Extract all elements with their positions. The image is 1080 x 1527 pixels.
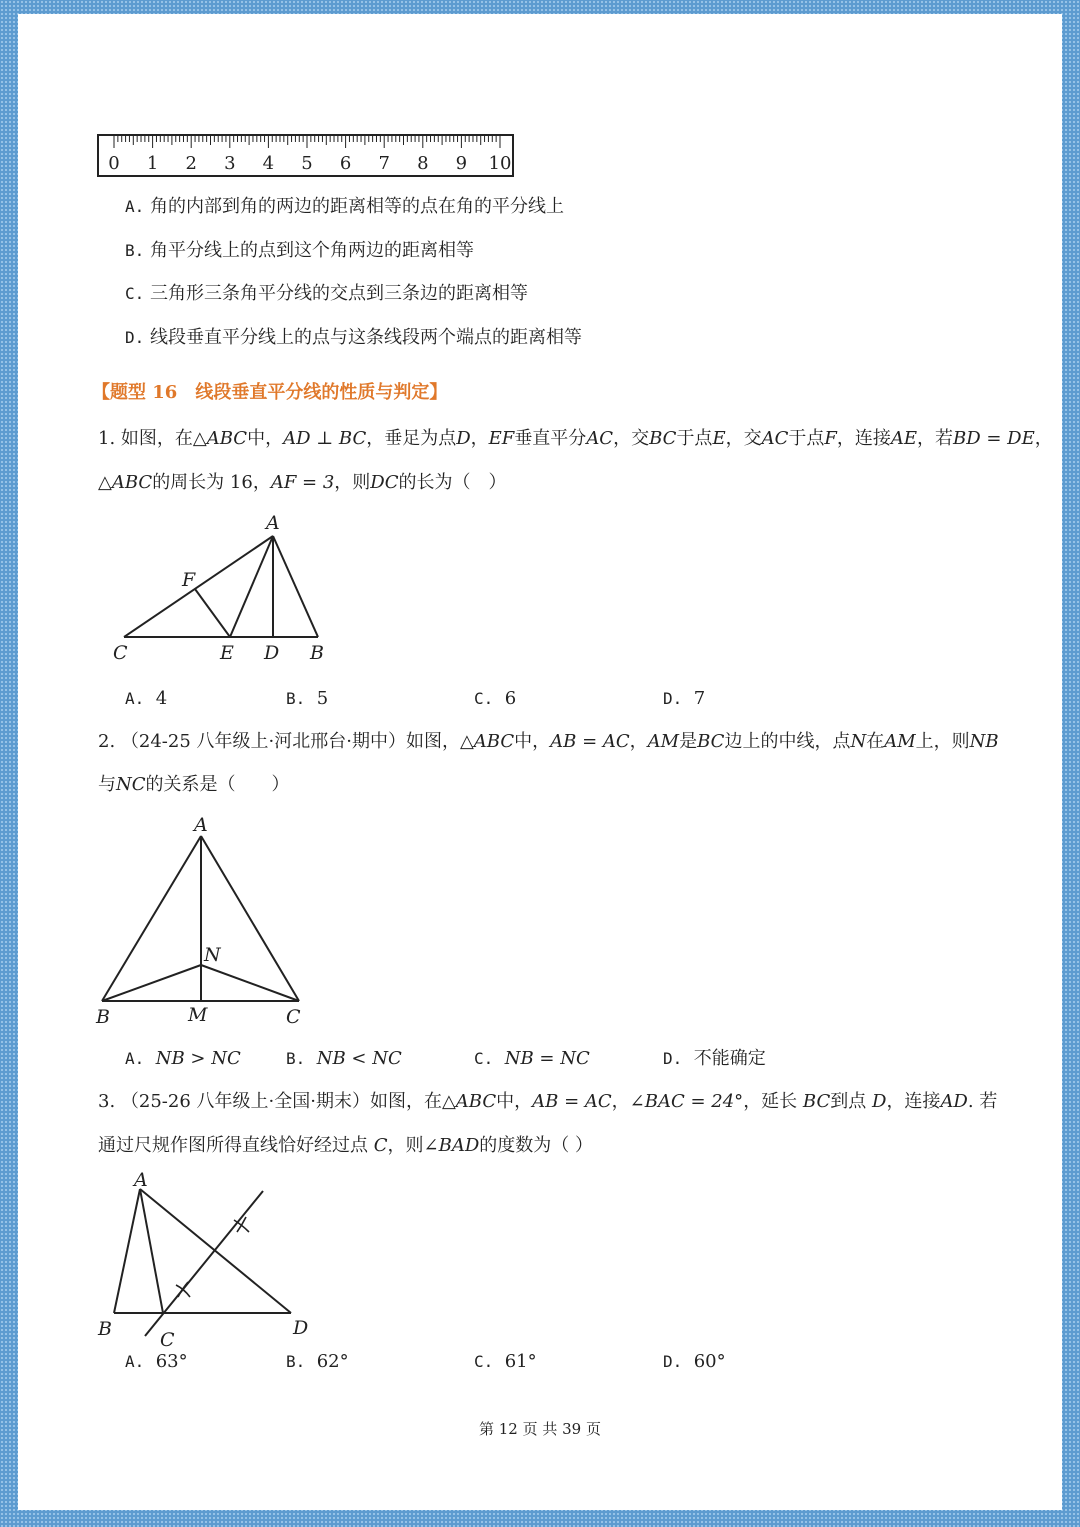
q1-line1: 1. 如图，在△ABC中，AD ⊥ BC，垂足为点D，EF垂直平分AC，交BC于点E，交AC于点F，连接AE，若BD = DE， [98, 428, 1053, 449]
segment-ab [273, 536, 318, 637]
label-a: A [194, 814, 208, 836]
option-letter: A. [125, 197, 145, 216]
q2-line1: 2. （24-25 八年级上·河北邢台·期中）如图，△ABC中，AB = AC，AM是BC边上的中线，点N在AM上，则NB [98, 731, 999, 752]
ruler-number: 10 [488, 153, 512, 174]
ruler-number: 2 [185, 153, 197, 174]
label-d: D [293, 1317, 309, 1339]
ruler-number: 1 [146, 153, 159, 174]
segment-ac [140, 1189, 163, 1313]
perpendicular-bisector-line [145, 1191, 263, 1336]
prev-option-d [125, 326, 582, 350]
label-m: M [188, 1004, 208, 1026]
arc-mark-lower-2 [178, 1282, 188, 1297]
ruler-number: 7 [378, 153, 390, 174]
q3-option-d: D. 60° [663, 1351, 726, 1372]
q2-option-d: D. 不能确定 [663, 1048, 766, 1069]
option-letter: C. [125, 284, 145, 303]
label-e: E [220, 642, 234, 664]
option-text: 三角形三条角平分线的交点到三条边的距离相等 [150, 283, 528, 304]
q1-option-d: D. 7 [663, 688, 706, 709]
q2-option-a: A. NB > NC [125, 1048, 241, 1069]
ruler-number: 9 [455, 153, 468, 174]
segment-ad [140, 1189, 291, 1313]
option-text: 线段垂直平分线上的点与这条线段两个端点的距离相等 [150, 327, 582, 348]
label-c: C [286, 1006, 301, 1028]
label-d: D [264, 642, 280, 664]
q1-option-a: A. 4 [125, 688, 168, 709]
label-a: A [266, 512, 280, 534]
ruler-number: 5 [301, 153, 313, 174]
label-a: A [134, 1169, 148, 1191]
segment-ac [201, 836, 299, 1001]
option-text: 角平分线上的点到这个角两边的距离相等 [150, 240, 474, 261]
prev-option-a [125, 195, 564, 219]
ruler-number: 8 [417, 153, 429, 174]
segment-ab [114, 1189, 140, 1313]
ruler-number: 4 [262, 153, 275, 174]
q1-line2: △ABC的周长为 16，AF = 3，则DC的长为（ ） [98, 472, 507, 493]
q3-option-c: C. 61° [474, 1351, 537, 1372]
segment-bn [102, 965, 201, 1001]
page-footer: 第 12 页 共 39 页 [478, 1420, 601, 1438]
prev-option-b [125, 239, 474, 263]
q3-figure [94, 1169, 344, 1349]
label-f: F [182, 569, 196, 591]
label-n: N [204, 944, 221, 966]
q3-line2: 通过尺规作图所得直线恰好经过点 C，则∠BAD的度数为（ ） [98, 1135, 593, 1156]
q2-option-b: B. NB < NC [286, 1048, 402, 1069]
option-letter: D. [125, 328, 145, 347]
section-heading: 【题型 16 线段垂直平分线的性质与判定】 [92, 382, 448, 403]
q3-option-b: B. 62° [286, 1351, 349, 1372]
document-page [18, 14, 1062, 1510]
ruler-figure [97, 134, 517, 180]
label-b: B [310, 642, 324, 664]
label-b: B [98, 1318, 112, 1340]
ruler-number: 3 [224, 153, 236, 174]
q2-line2: 与NC的关系是（ ） [98, 774, 290, 795]
label-b: B [96, 1006, 110, 1028]
option-text: 角的内部到角的两边的距离相等的点在角的平分线上 [150, 196, 564, 217]
prev-option-c [125, 282, 528, 306]
segment-nc [201, 965, 299, 1001]
q2-figure [94, 814, 324, 1029]
segment-fe [195, 589, 230, 637]
q1-option-c: C. 6 [474, 688, 517, 709]
label-c: C [113, 642, 128, 664]
arc-mark-upper-2 [237, 1217, 246, 1232]
option-letter: B. [125, 241, 145, 260]
q3-option-a: A. 63° [125, 1351, 188, 1372]
q3-line1: 3. （25-26 八年级上·全国·期末）如图，在△ABC中，AB = AC，∠BAC = 24°，延长 BC到点 D，连接AD. 若 [98, 1091, 998, 1112]
q2-option-c: C. NB = NC [474, 1048, 590, 1069]
q1-figure [100, 509, 350, 684]
ruler-number: 6 [339, 153, 352, 174]
q1-option-b: B. 5 [286, 688, 329, 709]
label-c: C [160, 1329, 175, 1349]
ruler-number: 0 [108, 153, 120, 174]
segment-ab [102, 836, 201, 1001]
